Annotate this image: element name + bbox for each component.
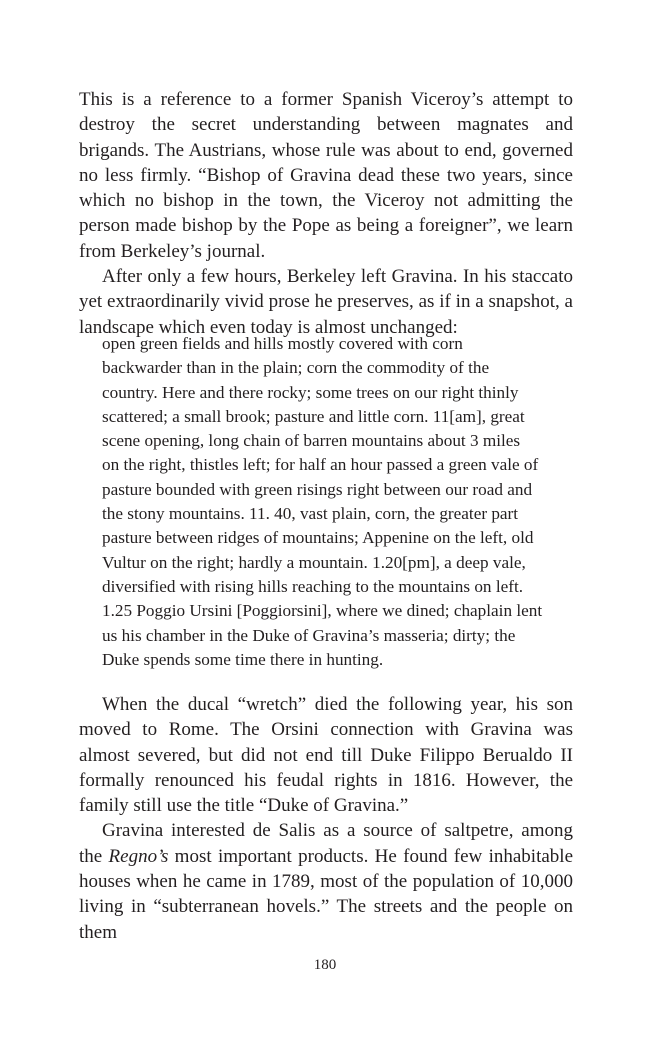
quote-line: 1.25 Poggio Ursini [Poggiorsini], where we dined; chaplain lent <box>102 601 543 621</box>
quote-line: open green fields and hills mostly covered with corn <box>102 334 463 353</box>
paragraph-berkeley-departure: After only a few hours, Berkeley left Gravina. In his staccato yet extraordinarily vivid prose he preserves, as if in a snapshot, a landscape which even today is almost unchanged: <box>79 266 573 338</box>
paragraph-de-salis-rest: most important products. He found few inhabitable houses when he came in 1789, most of the population of 10,000 living in “subterranean hovels.” The streets and the people on them <box>79 845 574 943</box>
berkeley-journal-quote <box>102 332 562 672</box>
opening-text <box>79 87 573 340</box>
regno-italic: Regno’s <box>108 845 169 867</box>
quote-line: us his chamber in the Duke of Gravina’s masseria; dirty; the <box>102 625 516 645</box>
quote-line: on the right, thistles left; for half an hour passed a green vale of <box>102 455 539 475</box>
paragraph-ducal-wretch: When the ducal “wretch” died the following year, his son moved to Rome. The Orsini connection with Gravina was almost severed, but did not end till Duke Filippo Berualdo II formally renounced his feudal rights in 1816. However, the family still use the title “Duke of Gravina.” <box>79 694 573 817</box>
page-number: 180 <box>313 957 337 973</box>
quote-line: scattered; a small brook; pasture and little corn. 11[am], great <box>102 406 525 426</box>
quote-line: pasture between ridges of mountains; Appenine on the left, old <box>102 528 534 548</box>
quote-line: country. Here and there rocky; some trees on our right thinly <box>102 382 519 402</box>
paragraph-de-salis <box>79 818 573 944</box>
quote-line: diversified with rising hills reaching to the mountains on left. <box>102 576 524 596</box>
paragraph-viceroy: This is a reference to a former Spanish Viceroy’s attempt to destroy the secret understanding between magnates and brigands. The Austrians, whose rule was about to end, governed no less firmly. “Bishop of Gravina dead these two years, since which no bishop in the town, the Viceroy not admitting the person made bishop by the Pope as being a foreigner”, we learn from Berkeley’s journal. <box>79 89 573 262</box>
quote-line: Vultur on the right; hardly a mountain. 1.20[pm], a deep vale, <box>102 552 526 572</box>
quote-line: scene opening, long chain of barren mountains about 3 miles <box>102 431 521 451</box>
quote-line: the stony mountains. 11. 40, vast plain, corn, the greater part <box>102 504 519 524</box>
quote-line: Duke spends some time there in hunting. <box>102 649 384 669</box>
quote-line: pasture bounded with green risings right between our road and <box>102 479 533 499</box>
paragraph-de-salis-start: Gravina interested de Salis as a source of saltpetre, among the <box>79 820 573 867</box>
quote-line: backwarder than in the plain; corn the commodity of the <box>102 358 490 378</box>
closing-text <box>79 692 573 945</box>
